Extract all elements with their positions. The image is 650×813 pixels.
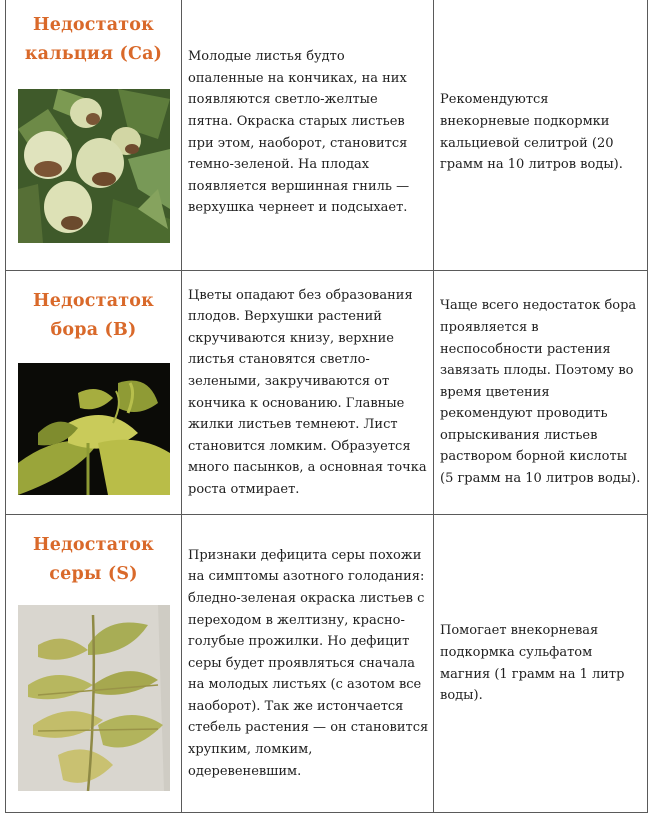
text-line: скручиваются книзу, верхние	[188, 330, 394, 346]
text-line: пятна. Окраска старых листьев	[188, 113, 405, 129]
text-line: одеревеневшим.	[188, 763, 302, 779]
text-line: становится ломким. Образуется	[188, 438, 411, 454]
text-line: Рекомендуются	[440, 92, 549, 108]
text-line: завязать плоды. Поэтому во	[440, 363, 634, 379]
text-line: воды).	[440, 688, 483, 704]
text-line: раствором борной кислоты	[440, 449, 628, 465]
text-line: внекорневые подкормки	[440, 113, 610, 129]
treatment-text	[434, 295, 647, 489]
text-line: темно-зеленой. На плодах	[188, 157, 370, 173]
text-line: проявляется в	[440, 319, 539, 335]
calcium-deficiency-tomato-photo	[18, 89, 170, 243]
text-line: Молодые листья будто	[188, 49, 345, 65]
text-line: (5 грамм на 10 литров воды).	[440, 471, 641, 487]
text-line: появляются светло-желтые	[188, 92, 378, 108]
text-line: верхушка чернеет и подсыхает.	[188, 200, 408, 216]
table-row-calcium	[6, 0, 648, 271]
text-line: Чаще всего недостаток бора	[440, 298, 637, 314]
text-line: при этом, наоборот, становится	[188, 135, 408, 151]
text-line: Признаки дефицита серы похожи	[188, 547, 422, 563]
symptoms-text	[182, 545, 433, 783]
deficiency-title	[6, 531, 181, 589]
table-row-sulfur	[6, 515, 648, 813]
treatment-text	[434, 89, 647, 175]
text-line: Помогает внекорневая	[440, 623, 599, 639]
text-line: кончика к основанию. Главные	[188, 395, 405, 411]
text-line: плодов. Верхушки растений	[188, 309, 382, 325]
text-line: жилки листьев темнеют. Лист	[188, 417, 398, 433]
text-line: появляется вершинная гниль —	[188, 178, 410, 194]
text-line: магния (1 грамм на 1 литр	[440, 666, 625, 682]
deficiency-table	[5, 0, 648, 813]
text-line: подкормка сульфатом	[440, 644, 593, 660]
text-line: серы будет проявляться сначала	[188, 655, 415, 671]
sulfur-deficiency-leaf-photo	[18, 605, 170, 791]
text-line: роста отмирает.	[188, 481, 300, 497]
text-line: Цветы опадают без образования	[188, 287, 413, 303]
text-line: рекомендуют проводить	[440, 406, 608, 422]
text-line: стебель растения — он становится	[188, 720, 429, 736]
title-line: серы (S)	[49, 564, 138, 584]
deficiency-name-cell	[6, 515, 182, 813]
text-line: листья становятся светло-	[188, 352, 370, 368]
title-line: кальция (Ca)	[24, 44, 163, 64]
deficiency-name-cell	[6, 0, 182, 271]
title-line: Недостаток	[33, 535, 154, 555]
text-line: бледно-зеленая окраска листьев с	[188, 590, 425, 606]
symptoms-text	[182, 285, 433, 501]
deficiency-name-cell	[6, 271, 182, 515]
text-line: наоборот). Так же истончается	[188, 698, 404, 714]
deficiency-title	[6, 287, 181, 345]
text-line: зелеными, закручиваются от	[188, 373, 390, 389]
text-line: опаленные на кончиках, на них	[188, 70, 407, 86]
symptoms-cell	[182, 0, 434, 271]
symptoms-cell	[182, 515, 434, 813]
treatment-cell	[434, 271, 648, 515]
title-line: Недостаток	[33, 15, 154, 35]
deficiency-title	[6, 11, 181, 69]
text-line: время цветения	[440, 384, 550, 400]
treatment-cell	[434, 0, 648, 271]
text-line: на молодых листьях (с азотом все	[188, 677, 422, 693]
table-row-boron	[6, 271, 648, 515]
symptoms-text	[182, 46, 433, 219]
symptoms-cell	[182, 271, 434, 515]
title-line: бора (B)	[50, 320, 137, 340]
treatment-cell	[434, 515, 648, 813]
treatment-text	[434, 620, 647, 706]
title-line: Недостаток	[33, 291, 154, 311]
boron-deficiency-plant-photo	[18, 363, 170, 495]
text-line: грамм на 10 литров воды).	[440, 157, 623, 173]
text-line: неспособности растения	[440, 341, 611, 357]
text-line: кальциевой селитрой (20	[440, 135, 614, 151]
text-line: опрыскивания листьев	[440, 427, 598, 443]
text-line: голубые прожилки. Но дефицит	[188, 634, 410, 650]
text-line: переходом в желтизну, красно-	[188, 612, 405, 628]
text-line: на симптомы азотного голодания:	[188, 569, 425, 585]
text-line: хрупким, ломким,	[188, 742, 313, 758]
text-line: много пасынков, а основная точка	[188, 460, 427, 476]
